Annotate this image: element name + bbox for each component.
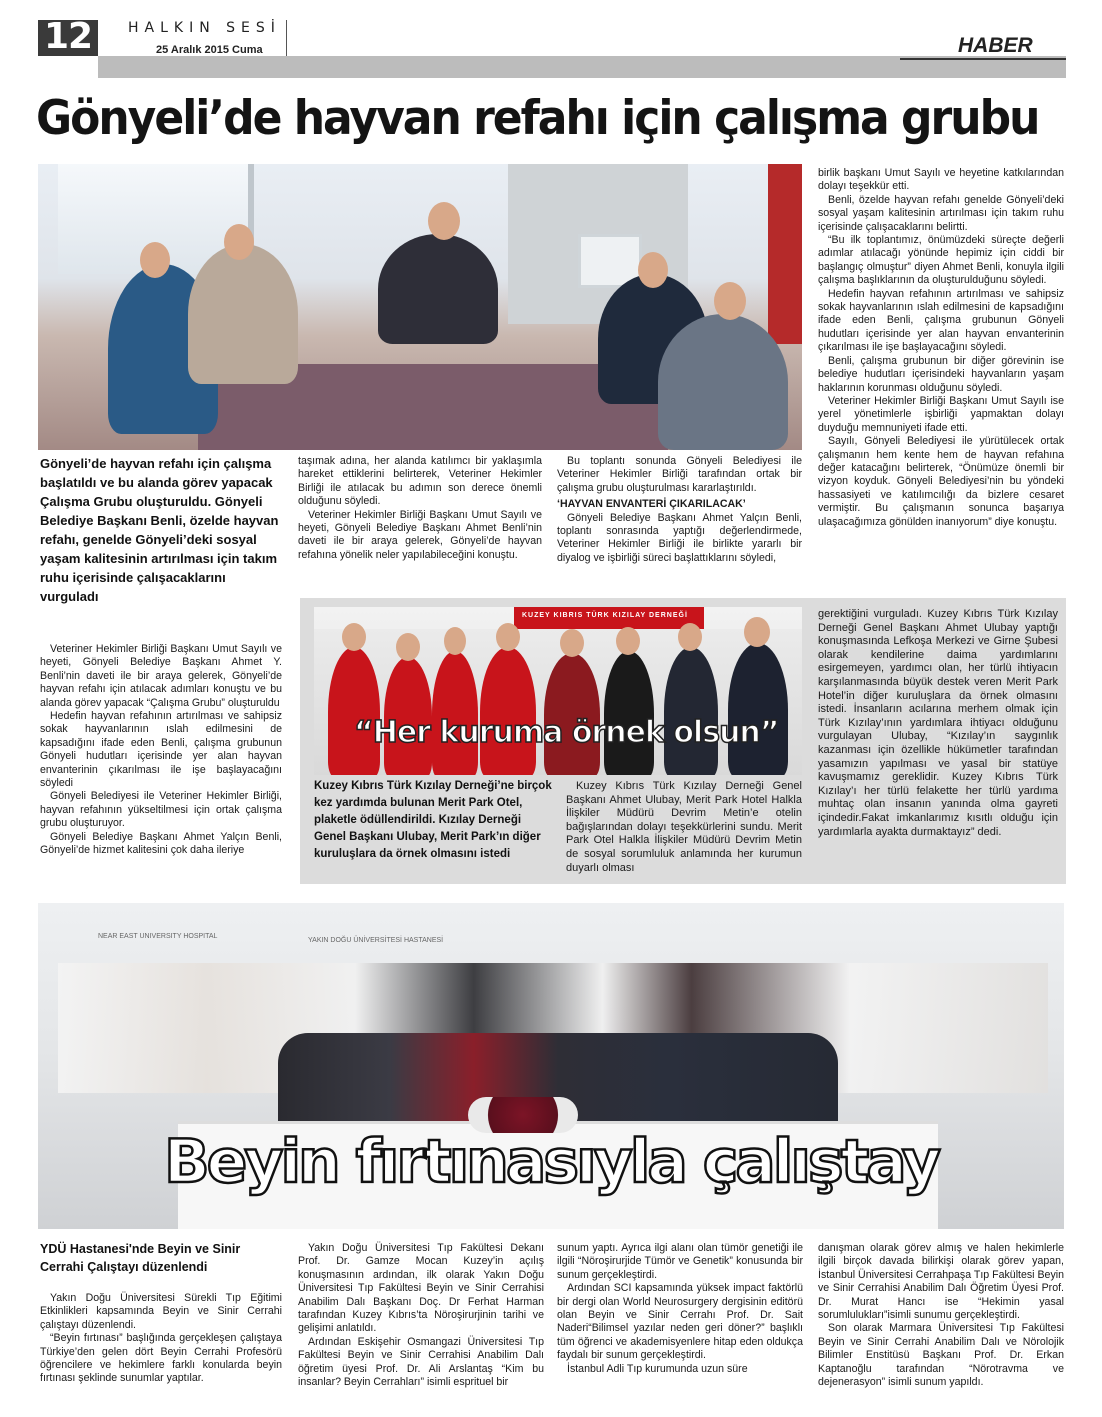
head: [496, 623, 520, 651]
banner-text: KUZEY KIBRIS TÜRK KIZILAY DERNEĞİ: [522, 612, 688, 619]
article2-lead: Kuzey Kıbrıs Türk Kızılay Derneği’ne birçok kez yardımda bulunan Merit Park Otel, plaketle ödüllendirildi. Kızılay Derneği Genel Başkanı Ulubay, Merit Park’ın diğer kuruluşlara da örnek olmasını istedi: [314, 780, 552, 860]
head: [224, 224, 254, 260]
person: [728, 643, 788, 775]
kizilay-photo: [314, 607, 802, 775]
paper-name: HALKIN SESİ: [128, 20, 281, 36]
article2-col1: [566, 780, 802, 875]
person: [664, 647, 718, 775]
head: [638, 252, 668, 288]
head: [560, 629, 584, 657]
person-center: [378, 234, 498, 344]
person-left-2: [188, 244, 298, 384]
head: [744, 617, 770, 647]
paragraph: Gönyeli Belediye Başkanı Ahmet Yalçın Benli, Gönyeli’de hizmet kalitesini çok daha ileriye: [40, 830, 282, 857]
page-number: 12: [44, 16, 93, 57]
paragraph: “Bu ilk toplantımız, önümüzdeki süreçte değerli adımlar atılacağı yönünde hepimiz için ciddi bir başlangıç olmuştur” diyen Ahmet Benli, konuyla ilgili çalışma başlıklarının da oluşturulduğunu söyledi.: [818, 234, 1064, 287]
article2-headline: “Her kuruma örnek olsun”: [354, 715, 779, 750]
head: [396, 633, 420, 661]
article3-headline: Beyin fırtınasıyla çalıştay: [163, 1127, 939, 1197]
kizilay-banner: [514, 607, 704, 629]
paragraph: Benli, çalışma grubunun bir diğer görevinin ise belediye hudutları içerisindeki hayvanların yaşam haklarının korunması olduğunu söyledi.: [818, 354, 1064, 394]
article3-col2: [298, 1242, 544, 1389]
signage-center: YAKIN DOĞU ÜNİVERSİTESİ HASTANESİ: [308, 937, 444, 944]
paragraph: Gönyeli Belediyesi ile Veteriner Hekimler Birliği, hayvan refahının yükseltilmesi için ortak çalışma grubu oluşturuyor.: [40, 790, 282, 830]
masthead-divider: [286, 20, 287, 58]
article3-col4: [818, 1242, 1064, 1389]
paragraph: Yakın Doğu Üniversitesi Tıp Fakültesi Dekanı Prof. Dr. Gamze Mocan Kuzey’in açılış konuşmasının ardından, ilk olarak Yakın Doğu Üniversitesi Tıp Fakültesi Beyin ve Sinir Cerrahisi Anabilim Dalı Başkanı Doç. Dr Ferhat Harman tarafından Kuzey Kıbrıs’ta Nöroşirurjinin tarihi ve gelişimi anlatıldı.: [298, 1242, 544, 1335]
paragraph: Veteriner Hekimler Birliği Başkanı Umut Sayılı ve heyeti, Gönyeli Belediye Başkanı Ahmet Y. Benli’nin daveti ile bir araya gelerek, Gönyeli’de hayvan refahı için atılacak adımları konuştu ve bu alanda görev yapacak “Çalışma Grubu” oluşturuldu: [40, 643, 282, 709]
article1-col1: [40, 643, 282, 858]
paragraph: sunum yaptı. Ayrıca ilgi alanı olan tümör genetiği ile ilgili “Nöroşirurjide Tümör ve Genetik” konusunda bir sunum gerçekleştirdi.: [557, 1242, 803, 1281]
paragraph: Son olarak Marmara Üniversitesi Tıp Fakültesi Beyin ve Sinir Cerrahi Anabilim Dalı ve Nörolojik Bilimler Enstitüsü Başkanı Prof. Dr. Erkan Kaptanoğlu tarafından “Nörotravma ve dejenerasyon” isimli sunum yapıldı.: [818, 1322, 1064, 1389]
paragraph: “Beyin fırtınası” başlığında gerçekleşen çalıştaya Türkiye’den gelen dört Beyin Cerrahi Profesörü öğrencilere ve hekimlere farklı konularda beyin fırtınası şeklinde sunumlar yaptılar.: [40, 1332, 282, 1385]
head: [428, 202, 460, 240]
paragraph: Bu toplantı sonunda Gönyeli Belediyesi ile Veteriner Hekimler Birliği tarafından ortak bir çalışma grubu oluşturulması kararlaştırıldı.: [557, 455, 802, 494]
person-right-2: [658, 314, 788, 450]
paragraph: Ardından Eskişehir Osmangazi Üniversitesi Tıp Fakültesi Beyin ve Sinir Cerrahisi Anabilim Dalı öğretim üyesi Prof. Dr. Ali Arslantaş “Kim bu insanlar? Beyin Cerrahları” isimli esprituel bir: [298, 1335, 544, 1389]
paragraph: Gönyeli Belediye Başkanı Ahmet Yalçın Benli, toplantı sonrasında yaptığı değerlendirmede, Veteriner Hekimler Birliği ile birlikte yararlı bir diyalog ve işbirliği süreci başlattıklarını söyledi,: [557, 511, 802, 564]
article3-lead: YDÜ Hastanesi'nde Beyin ve Sinir Cerrahi Çalıştayı düzenlendi: [40, 1242, 241, 1274]
paragraph: Veteriner Hekimler Birliği Başkanı Umut Sayılı ise yerel yönetimlerle işbirliği yapmaktan dolayı duyduğu memnuniyeti ifade etti.: [818, 394, 1064, 434]
article1-headline: Gönyeli’de hayvan refahı için çalışma grubu: [36, 90, 1039, 146]
paragraph: gerektiğini vurguladı. Kuzey Kıbrıs Türk Kızılay Derneği Genel Başkanı Ahmet Ulubay yaptığı konuşmasında Lefkoşa Merkezi ve Girne Şubesi olarak kendilerine daima yardımlarını esirgemeyen, yardımcı olan, her türlü ihtiyacın karşılanmasında büyük destek veren Merit Park Hotel’in diğer kuruluşlara da örnek olmasını istedi. İnsanların acılarına merhem olmak için Türk Kızılay’ının yardımlara ihtiyacı olduğunu vurgulayan Ulubay, “Kızılay’ın saygınlık kazanması için özellikle hükümetler tarafından yasamızın yapılması ve yasal bir statüye kavuşmamız gereklidir. Kuzey Kıbrıs Türk Kızılay’ı her türlü felakette her türlü yardıma muhtaç olan insanın yanında olma gayreti içindedir.Fakat imkanlarımız kısıtlı olduğu için yardımlarla ayakta durmaktayız” dedi.: [818, 608, 1058, 838]
paragraph: Yakın Doğu Üniversitesi Sürekli Tıp Eğitimi Etkinlikleri kapsamında Beyin ve Sinir Cerrahi çalıştayı düzenlendi.: [40, 1292, 282, 1331]
page-number-box: [38, 16, 98, 57]
head: [616, 627, 640, 655]
paragraph: taşımak adına, her alanda katılımcı bir yaklaşımla hareket ettiklerini belirterek, Veteriner Hekimler Birliği ile atılacak bu adımın son derece önemli olduğunu söyledi.: [298, 455, 542, 508]
paragraph: Hedefin hayvan refahının artırılması ve sahipsiz sokak hayvanlarının ıslah edilmesini de kapsadığını ifade eden Benli, çalışma grubunun Gönyeli hudutları içerisinde yer alan hayvan envanterinin çıkarılması ile işe başlayacağını söyledi: [40, 710, 282, 790]
subheading: ‘HAYVAN ENVANTERİ ÇIKARILACAK’: [557, 498, 746, 511]
section-label: HABER: [958, 34, 1033, 57]
person: [328, 647, 380, 775]
paragraph: danışman olarak görev almış ve halen hekimlerle ilgili birçok davada bilirkişi olarak görev yapan, İstanbul Üniversitesi Cerrahpaşa Tıp Fakültesi Beyin ve Sinir Cerrahisi Anabilim Dalı Öğretim Üyesi Prof. Dr. Murat Hancı ise “Hekimin yasal sorumlulukları”isimli sunumu gerçekleştirdi.: [818, 1242, 1064, 1322]
head: [444, 627, 466, 655]
issue-date: 25 Aralık 2015 Cuma: [156, 44, 263, 56]
article1-col4: [818, 167, 1064, 529]
paragraph: Sayılı, Gönyeli Belediyesi ile yürütülecek ortak çalışmanın hem kente hem de hayvan refahına değer katacağını belirterek, “Önümüze önemli bir vizyon koyduk. Gönyeli Belediyesi’nin bu yöndeki hassasiyeti ve katılımcılığı da bizlere cesaret vermiştir. Bu çalışmanın sonunca başarıya ulaşacağımıza gönülden inanıyorum” diye konuştu.: [818, 435, 1064, 528]
head: [714, 282, 746, 320]
paragraph: Veteriner Hekimler Birliği Başkanı Umut Sayılı ve heyeti, Gönyeli Belediye Başkanı Ahmet Benli’nin daveti ile bir araya gelerek, Gönyeli’de hayvan refahına yönelik neler yapılabileceğini konuştu.: [298, 508, 542, 561]
meeting-photo: [38, 164, 802, 450]
article1-lead: Gönyeli’de hayvan refahı için çalışma başlatıldı ve bu alanda görev yapacak Çalışma Grubu oluşturuldu. Gönyeli Belediye Başkanı Benli, özelde hayvan refahı, genelde Gönyeli’deki sosyal yaşam kalitesinin artırılması için takım ruhu içerisinde çalışacaklarını vurguladı: [40, 456, 279, 604]
paragraph: İstanbul Adli Tıp kurumunda uzun süre: [567, 1362, 748, 1375]
workshop-photo: [38, 903, 1064, 1229]
article2-col2: [818, 608, 1058, 839]
article3-col3: [557, 1242, 803, 1376]
article1-col3: [557, 455, 802, 565]
paragraph: Kuzey Kıbrıs Türk Kızılay Derneği Genel Başkanı Ahmet Ulubay, Merit Park Hotel Halkla İlişkiler Müdürü Devrim Metin’e otelin bağışlarından dolayı teşekkürlerini sundu. Merit Park Otel Halkla İlişkiler Müdürü Devrim Metin de sosyal sorumluluk anlamında her kurumun duyarlı olması: [566, 780, 802, 874]
paragraph: birlik başkanı Umut Sayılı ve heyetine katkılarından dolayı teşekkür etti.: [818, 167, 1064, 193]
masthead: [0, 0, 1102, 80]
paragraph: Hedefin hayvan refahının artırılması ve sahipsiz sokak hayvanlarının ıslah edilmesini de kapsadığını ifade eden Benli, çalışma grubunun Gönyeli hudutları içerisinde yer alan hayvan envanterinin çıkarılması ile işe başlayacağını söyledi.: [818, 287, 1064, 354]
section-underline: [900, 58, 1066, 60]
flag: [768, 164, 802, 344]
head: [678, 623, 702, 651]
signage-left: NEAR EAST UNIVERSITY HOSPITAL: [98, 933, 218, 940]
person: [480, 647, 536, 775]
head: [342, 623, 366, 651]
person: [544, 653, 600, 775]
article1-col2: [298, 455, 542, 562]
article3-col1: [40, 1292, 282, 1386]
paragraph: Ardından SCI kapsamında yüksek impact faktörlü bir dergi olan World Neurosurgery dergisinin editörü olan Beyin ve Sinir Cerrahı Prof. Dr. Sait Naderi“Bilimsel yazılar neden geri döner?” başlıklı tüm öğrenci ve akademisyenlere hitap eden oldukça faydalı bir sunum gerçekleştirdi.: [557, 1282, 803, 1362]
head: [140, 242, 170, 278]
paragraph: Benli, özelde hayvan refahı genelde Gönyeli’deki sosyal yaşam kalitesinin artırılması için takım ruhu içerisinde çalışacaklarını belirtti.: [818, 193, 1064, 233]
person: [604, 651, 654, 775]
person: [432, 651, 478, 775]
